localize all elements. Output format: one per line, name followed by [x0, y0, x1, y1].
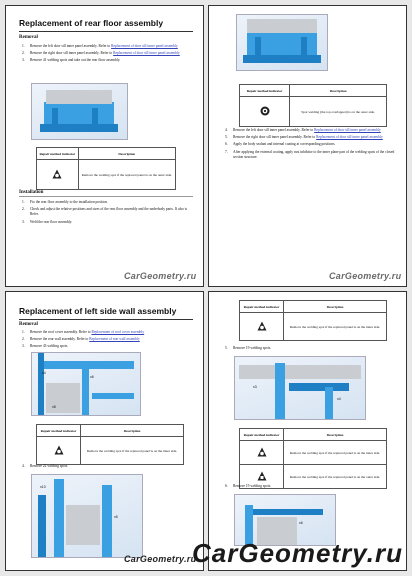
step-item: 5. Remove the right door sill inner panel assembly. Refer to Replacement of door sill inner panel assembly: [225, 135, 383, 140]
step-item: 1. Remove the left door sill inner panel assembly. Refer to Replacement of door sill inner panel assembly: [22, 44, 178, 48]
removal-steps-continued: [225, 484, 396, 491]
repair-indicator-cell: [37, 437, 81, 465]
step-item: 5. Remove 19 welding spots.: [225, 346, 272, 350]
step-item: 6. Remove 19 welding spots.: [225, 484, 272, 488]
repair-method-table: Repair method indicator Description Remove the welding spot if the replaced panel is on the inner side. Remove the welding spot if the replaced panel is on the outer side.: [239, 428, 387, 489]
installation-heading: Installation: [19, 190, 44, 195]
removal-steps: [22, 44, 193, 66]
document-page-2: [208, 5, 407, 287]
repair-method-table: Repair method indicator Description Remove the welding spot if the replaced panel is on the inner side.: [239, 300, 387, 341]
reference-link[interactable]: Replacement of rear wall assembly: [89, 337, 140, 342]
reference-link[interactable]: Replacement of door sill inner panel assembly: [113, 51, 180, 56]
removal-steps-continued: [22, 464, 193, 471]
left-side-wall-diagram: x3 x4: [234, 356, 366, 420]
site-watermark: CarGeometry.ru: [192, 538, 403, 568]
step-item: 3. Weld the rear floor assembly.: [22, 219, 73, 224]
document-page-1: [5, 5, 204, 287]
repair-method-table: Repair method indicator Description Remove the welding spot if the replaced panel is on the outer side.: [36, 147, 176, 190]
removal-heading: Removal: [19, 322, 38, 327]
step-item: 6. Apply the body sealant and internal coating at corresponding positions.: [225, 142, 336, 147]
removal-steps: [225, 346, 396, 353]
step-item: 7. After applying the external coating, apply rust inhibitor to the inner plane part of the welding spots of the closed section structure.: [225, 149, 395, 159]
left-side-wall-diagram: x4 x6 x8: [31, 352, 141, 416]
step-item: 4. Remove 22 welding spots.: [22, 464, 69, 468]
spot-weld-target-icon: [260, 106, 270, 116]
left-side-wall-diagram: x10 x5: [31, 474, 143, 558]
reference-link[interactable]: Replacement of door sill inner panel assembly: [111, 44, 178, 48]
repair-indicator-cell: [240, 97, 290, 127]
repair-indicator-cell: [240, 313, 284, 341]
spot-weld-triangle-icon: [54, 445, 64, 455]
title-divider: [19, 319, 193, 320]
watermark: CarGeometry.ru: [124, 271, 197, 281]
step-item: 2. Remove the rear wall assembly. Refer to Replacement of rear wall assembly: [22, 337, 140, 342]
page-title: Replacement of rear floor assembly: [19, 18, 164, 28]
rear-floor-diagram: [31, 83, 128, 140]
step-item: 2. Check and adjust the relative positions and sizes of the rear floor assembly and the underbody parts. If also is Refer.: [22, 207, 188, 217]
document-page-3: [5, 291, 204, 571]
step-item: 3. Remove 41 welding spots and take out the rear floor assembly.: [22, 58, 121, 63]
repair-method-table: Repair method indicator Description Remove the welding spot if the replaced panel is on the inner side.: [36, 424, 184, 465]
reference-link[interactable]: Replacement of roof cover assembly: [91, 330, 145, 334]
repair-indicator-cell: [240, 441, 284, 465]
watermark: CarGeometry.ru: [124, 554, 197, 564]
repair-method-table: Repair method indicator Description Spot welding (the top overlapped) is on the outer side.: [239, 84, 387, 127]
spot-weld-triangle-outline-icon: [257, 471, 267, 481]
document-page-4: [208, 291, 407, 571]
left-side-wall-diagram: x6: [234, 494, 336, 546]
removal-steps: [22, 330, 193, 352]
step-item: 1. Remove the roof cover assembly. Refer to Replacement of roof cover assembly: [22, 330, 145, 334]
watermark: CarGeometry.ru: [329, 271, 402, 281]
removal-steps: [225, 128, 396, 162]
step-item: 4. Remove the left door sill inner panel assembly. Refer to Replacement of door sill inner panel assembly: [225, 128, 381, 132]
page-title: Replacement of left side wall assembly: [19, 306, 177, 316]
title-divider: [19, 31, 193, 32]
removal-heading: Removal: [19, 35, 38, 40]
reference-link[interactable]: Replacement of door sill inner panel assembly: [314, 128, 381, 132]
step-item: 1. Fix the rear floor assembly to the installation position.: [22, 200, 108, 204]
reference-link[interactable]: Replacement of door sill inner panel assembly: [316, 135, 383, 140]
spot-weld-triangle-icon: [52, 169, 62, 179]
repair-indicator-cell: [37, 160, 79, 190]
step-item: 3. Remove 43 welding spots.: [22, 344, 69, 349]
installation-steps: [22, 200, 193, 227]
step-item: 2. Remove the right door sill inner panel assembly. Refer to Replacement of door sill inner panel assembly: [22, 51, 180, 56]
rear-floor-diagram: [236, 14, 328, 71]
spot-weld-triangle-icon: [257, 447, 267, 457]
spot-weld-triangle-icon: [257, 321, 267, 331]
